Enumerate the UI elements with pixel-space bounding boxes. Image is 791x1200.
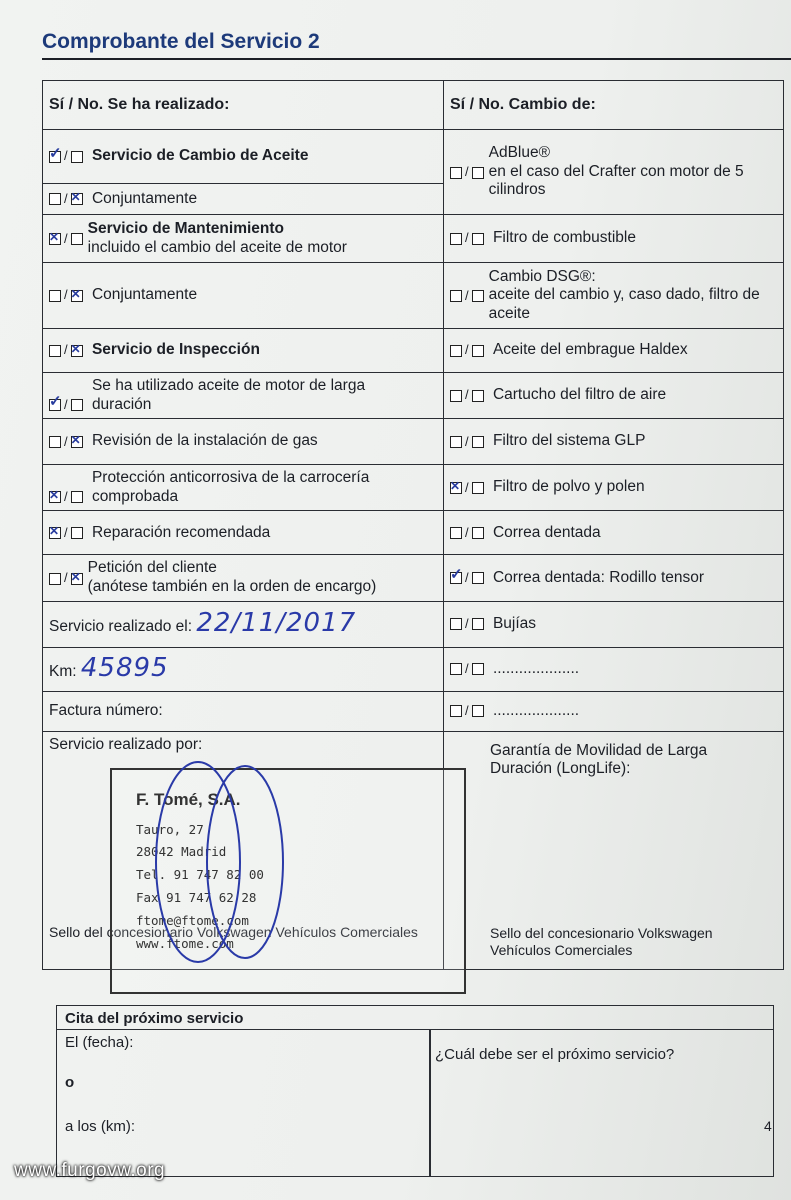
right-row (444, 130, 784, 215)
yes-no-checkbox[interactable]: / (450, 525, 484, 541)
next-service-title: Cita del próximo servicio (57, 1006, 773, 1030)
row-label: Filtro de polvo y polen (492, 478, 645, 496)
row-label: Correa dentada: Rodillo tensor (492, 568, 705, 586)
page-title: Comprobante del Servicio 2 (42, 30, 320, 53)
service-date-cell (43, 601, 444, 647)
row-label: AdBlue® (488, 144, 551, 162)
page-marker: 4 (764, 1118, 772, 1134)
row-label: Protección anticorrosiva de la carrocería comprobada (91, 469, 370, 505)
site-watermark: www.furgovw.org (14, 1160, 166, 1181)
left-row (43, 511, 444, 555)
title-rule (42, 58, 791, 60)
stamp-street: Tauro, 27 (136, 822, 204, 837)
right-row (444, 329, 784, 373)
yes-no-checkbox[interactable]: / (450, 703, 484, 719)
yes-no-checkbox[interactable]: / (450, 387, 484, 403)
service-date-label: Servicio realizado el: (49, 618, 193, 636)
row-label: Filtro de combustible (492, 229, 636, 247)
next-service-box (56, 1005, 774, 1177)
longlife-cell (444, 731, 784, 969)
right-row (444, 511, 784, 555)
right-row (444, 373, 784, 419)
left-row (43, 419, 444, 465)
yes-no-checkbox[interactable]: / (450, 164, 484, 180)
yes-no-checkbox[interactable]: ✓/ (49, 148, 83, 164)
next-date-label: El (fecha): (65, 1034, 134, 1051)
row-label: Servicio de Mantenimiento (87, 219, 285, 237)
yes-no-checkbox[interactable]: /✕ (49, 287, 83, 303)
yes-no-checkbox[interactable]: ✕/ (49, 489, 83, 505)
row-label: Se ha utilizado aceite de motor de larga duración (91, 377, 366, 413)
left-header: Sí / No. Se ha realizado: (43, 81, 444, 130)
left-row (43, 465, 444, 511)
column-divider (429, 1030, 431, 1176)
right-row (444, 419, 784, 465)
yes-no-checkbox[interactable]: /✕ (49, 342, 83, 358)
yes-no-checkbox[interactable]: / (450, 288, 484, 304)
left-row (43, 263, 444, 329)
right-header: Sí / No. Cambio de: (444, 81, 784, 130)
left-row (43, 183, 444, 214)
left-row (43, 329, 444, 373)
row-label: Conjuntamente (91, 189, 198, 207)
left-row (43, 215, 444, 263)
performed-by-label: Servicio realizado por: (49, 735, 203, 753)
stamp-company-name: F. Tomé, S.A. (136, 790, 241, 809)
row-label: Correa dentada (492, 523, 601, 541)
left-row (43, 373, 444, 419)
yes-no-checkbox[interactable]: / (450, 342, 484, 358)
yes-no-checkbox[interactable]: / (450, 616, 484, 632)
row-sublabel: (anótese también en la orden de encargo) (87, 577, 377, 595)
km-label: Km: (49, 663, 77, 681)
right-row (444, 647, 784, 691)
km-value[interactable]: 45895 (80, 653, 169, 684)
yes-no-checkbox[interactable]: / (450, 230, 484, 246)
row-label: .................... (492, 701, 580, 719)
row-label: Conjuntamente (91, 286, 198, 304)
right-row (444, 215, 784, 263)
row-label: Servicio de Cambio de Aceite (91, 147, 309, 165)
longlife-label: Garantía de Movilidad de Larga Duración (LongLife): (490, 741, 708, 778)
row-sublabel: incluido el cambio del aceite de motor (87, 238, 347, 256)
dealer-stamp (110, 768, 466, 994)
row-label: Bujías (492, 614, 537, 632)
right-row (444, 691, 784, 731)
right-row (444, 263, 784, 329)
stamp-email: ftome@ftome.com (136, 913, 249, 928)
yes-no-checkbox[interactable]: / (450, 434, 484, 450)
yes-no-checkbox[interactable]: ✕/ (450, 480, 484, 496)
or-label: o (65, 1074, 75, 1091)
yes-no-checkbox[interactable]: ✕/ (49, 525, 83, 541)
yes-no-checkbox[interactable]: /✕ (49, 570, 83, 586)
invoice-cell (43, 691, 444, 731)
stamp-web: www.ftome.com (136, 936, 234, 951)
yes-no-checkbox[interactable]: ✓/ (450, 570, 484, 586)
right-row (444, 601, 784, 647)
left-row (43, 555, 444, 601)
row-label: Cartucho del filtro de aire (492, 386, 667, 404)
stamp-city: 28042 Madrid (136, 844, 227, 859)
row-label: Cambio DSG®: (488, 267, 596, 285)
left-row (43, 130, 444, 184)
yes-no-checkbox[interactable]: /✕ (49, 191, 83, 207)
row-label: Petición del cliente (87, 559, 217, 577)
invoice-label: Factura número: (49, 701, 163, 719)
row-label: Servicio de Inspección (91, 341, 260, 359)
yes-no-checkbox[interactable]: ✕/ (49, 231, 83, 247)
dealer-seal-label-right: Sello del concesionario Volkswagen Vehículos Comerciales (490, 924, 713, 958)
next-service-question: ¿Cuál debe ser el próximo servicio? (435, 1046, 675, 1063)
row-label: Filtro del sistema GLP (492, 432, 646, 450)
stamp-fax: Fax 91 747 62 28 (136, 890, 257, 905)
row-label: Aceite del embrague Haldex (492, 341, 688, 359)
right-row (444, 465, 784, 511)
row-sublabel: aceite del cambio y, caso dado, filtro de aceite (488, 286, 760, 322)
service-date-value[interactable]: 22/11/2017 (196, 608, 357, 639)
right-row (444, 555, 784, 601)
dealer-seal-label-left: Sello del concesionario Volkswagen Vehículos Comerciales (49, 923, 418, 940)
yes-no-checkbox[interactable]: /✕ (49, 434, 83, 450)
yes-no-checkbox[interactable]: ✓/ (49, 397, 83, 413)
row-sublabel: en el caso del Crafter con motor de 5 cilindros (488, 162, 744, 199)
stamp-phone: Tel. 91 747 82 00 (136, 867, 264, 882)
km-cell (43, 647, 444, 691)
row-label: .................... (492, 659, 580, 677)
next-km-label: a los (km): (65, 1118, 136, 1135)
row-label: Reparación recomendada (91, 523, 271, 541)
yes-no-checkbox[interactable]: / (450, 661, 484, 677)
row-label: Revisión de la instalación de gas (91, 432, 318, 450)
